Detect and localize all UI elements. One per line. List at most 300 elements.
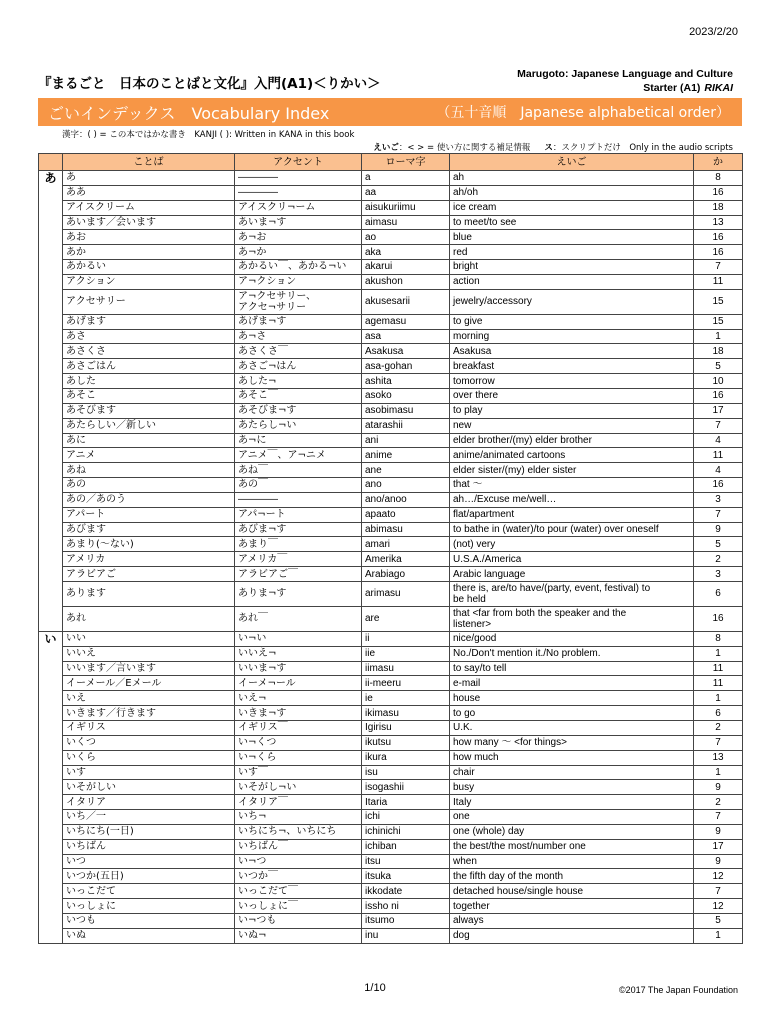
- lesson-text: 5: [715, 538, 721, 550]
- lesson-text: 13: [712, 216, 724, 228]
- romaji-cell: [362, 230, 450, 245]
- english-text: how many 〜 <for things>: [453, 737, 567, 749]
- english-text: to bathe in (water)/to pour (water) over oneself: [453, 523, 659, 535]
- accent-cell: [235, 478, 362, 493]
- accent-text: あね￣: [238, 464, 268, 476]
- english-cell: [450, 404, 694, 419]
- english-text: the best/the most/number one: [453, 841, 586, 853]
- section-cell: [39, 315, 63, 330]
- accent-cell: [235, 869, 362, 884]
- romaji-text: asa: [365, 331, 382, 343]
- lesson-text: 6: [715, 707, 721, 719]
- word-text: アイスクリーム: [66, 202, 135, 214]
- romaji-cell: [362, 810, 450, 825]
- english-text: chair: [453, 766, 475, 778]
- english-cell: [450, 508, 694, 523]
- accent-text: あまり￣: [238, 538, 278, 550]
- accent-text: イタリア￣: [238, 796, 288, 808]
- accent-cell: [235, 245, 362, 260]
- lesson-cell: [694, 929, 743, 944]
- lesson-cell: [694, 780, 743, 795]
- lesson-cell: [694, 914, 743, 929]
- section-cell: [39, 245, 63, 260]
- table-row: [39, 230, 743, 245]
- lesson-cell: [694, 434, 743, 449]
- lesson-text: 4: [715, 434, 721, 446]
- accent-text: イギリス￣: [238, 722, 288, 734]
- table-row: [39, 736, 743, 751]
- lesson-text: 6: [715, 588, 721, 600]
- word-cell: [63, 795, 235, 810]
- section-cell: [39, 330, 63, 345]
- lesson-text: 1: [715, 692, 721, 704]
- romaji-cell: [362, 463, 450, 478]
- english-cell: [450, 201, 694, 216]
- word-text: アニメ: [66, 449, 96, 461]
- accent-text: アメリカ￣: [238, 553, 288, 565]
- lesson-text: 2: [715, 722, 721, 734]
- column-header-section: [39, 154, 63, 171]
- english-cell: [450, 374, 694, 389]
- section-cell: [39, 929, 63, 944]
- table-row: [39, 929, 743, 944]
- accent-cell: [235, 766, 362, 781]
- table-header-row: [39, 154, 743, 171]
- section-cell: [39, 448, 63, 463]
- romaji-text: itsu: [365, 856, 381, 868]
- english-text: the fifth day of the month: [453, 870, 564, 882]
- table-row: [39, 869, 743, 884]
- word-text: アパート: [66, 509, 106, 521]
- romaji-text: aimasu: [365, 216, 398, 228]
- romaji-text: akarui: [365, 261, 393, 273]
- table-row: [39, 463, 743, 478]
- banner-title: ごいインデックス Vocabulary Index: [48, 103, 330, 123]
- lesson-cell: [694, 751, 743, 766]
- lesson-cell: [694, 230, 743, 245]
- romaji-cell: [362, 523, 450, 538]
- lesson-cell: [694, 478, 743, 493]
- accent-text: いす￣: [238, 766, 268, 778]
- word-text: あした: [66, 375, 96, 387]
- romaji-cell: [362, 706, 450, 721]
- accent-cell: [235, 523, 362, 538]
- accent-text: いいま¬す: [238, 663, 287, 675]
- section-cell: [39, 186, 63, 201]
- romaji-text: atarashii: [365, 420, 403, 432]
- english-legend-label: えいご: [373, 143, 399, 153]
- accent-cell: [235, 736, 362, 751]
- english-cell: [450, 840, 694, 855]
- accent-text: ア¬クション: [238, 276, 297, 288]
- word-text: いえ: [66, 692, 86, 704]
- english-text: ice cream: [453, 202, 497, 214]
- vocabulary-table: [38, 153, 743, 944]
- english-cell: [450, 216, 694, 231]
- romaji-cell: [362, 899, 450, 914]
- word-text: あげます: [66, 316, 106, 328]
- english-text: morning: [453, 331, 490, 343]
- romaji-text: akusesarii: [365, 296, 411, 308]
- lesson-cell: [694, 315, 743, 330]
- romaji-text: ashita: [365, 375, 392, 387]
- word-text: いいえ: [66, 648, 96, 660]
- word-text: あね: [66, 464, 86, 476]
- lesson-text: 8: [715, 633, 721, 645]
- romaji-cell: [362, 676, 450, 691]
- lesson-cell: [694, 374, 743, 389]
- lesson-cell: [694, 899, 743, 914]
- accent-text: あそびま¬す: [238, 405, 297, 417]
- lesson-cell: [694, 825, 743, 840]
- accent-cell: [235, 463, 362, 478]
- lesson-cell: [694, 330, 743, 345]
- word-cell: [63, 914, 235, 929]
- lesson-cell: [694, 493, 743, 508]
- word-cell: [63, 478, 235, 493]
- accent-text: いちばん￣: [238, 841, 288, 853]
- romaji-text: iie: [365, 648, 376, 660]
- accent-cell: [235, 419, 362, 434]
- english-cell: [450, 315, 694, 330]
- english-text: elder brother/(my) elder brother: [453, 434, 592, 446]
- accent-cell: [235, 171, 362, 186]
- section-cell: [39, 780, 63, 795]
- english-text: that <far from both the speaker and the listener>: [453, 607, 627, 630]
- romaji-text: ano: [365, 479, 382, 491]
- lesson-cell: [694, 567, 743, 582]
- lesson-cell: [694, 582, 743, 607]
- romaji-text: aa: [365, 187, 377, 199]
- table-row: [39, 419, 743, 434]
- lesson-cell: [694, 523, 743, 538]
- romaji-text: ikimasu: [365, 707, 399, 719]
- english-cell: [450, 810, 694, 825]
- word-cell: [63, 404, 235, 419]
- table-row: [39, 825, 743, 840]
- column-header-romaji: ローマ字: [362, 154, 450, 171]
- accent-cell: [235, 508, 362, 523]
- word-text: あか: [66, 246, 86, 258]
- accent-cell: [235, 216, 362, 231]
- romaji-cell: [362, 780, 450, 795]
- romaji-cell: [362, 721, 450, 736]
- section-cell: [39, 899, 63, 914]
- table-row: [39, 582, 743, 607]
- english-text: to say/to tell: [453, 663, 507, 675]
- english-cell: [450, 478, 694, 493]
- english-cell: [450, 186, 694, 201]
- romaji-text: abimasu: [365, 523, 403, 535]
- english-cell: [450, 537, 694, 552]
- english-text: ah: [453, 172, 465, 184]
- word-cell: [63, 721, 235, 736]
- romaji-text: aisukuriimu: [365, 202, 416, 214]
- word-cell: [63, 216, 235, 231]
- accent-text: ア¬クセサリー、アクセ¬サリー: [238, 290, 316, 313]
- romaji-text: Amerika: [365, 553, 402, 565]
- table-row: [39, 662, 743, 677]
- english-text: U.K.: [453, 722, 473, 734]
- english-text: e-mail: [453, 677, 481, 689]
- lesson-cell: [694, 463, 743, 478]
- accent-text: アラビアご￣: [238, 568, 298, 580]
- accent-text: アニメ￣、ア¬ニメ: [238, 449, 326, 461]
- english-text: Italy: [453, 796, 472, 808]
- word-cell: [63, 463, 235, 478]
- english-cell: [450, 493, 694, 508]
- word-cell: [63, 855, 235, 870]
- accent-text: あ¬に: [238, 434, 267, 446]
- table-row: [39, 389, 743, 404]
- word-text: イタリア: [66, 796, 106, 808]
- word-text: あいます／会います: [66, 216, 156, 228]
- word-cell: [63, 389, 235, 404]
- lesson-text: 7: [715, 261, 721, 273]
- section-kana: い: [39, 632, 63, 647]
- lesson-text: 1: [715, 331, 721, 343]
- romaji-text: Arabiago: [365, 568, 406, 580]
- accent-cell: [235, 840, 362, 855]
- document-date: 2023/2/20: [689, 26, 738, 38]
- english-text: flat/apartment: [453, 509, 515, 521]
- accent-cell: [235, 632, 362, 647]
- lesson-text: 5: [715, 360, 721, 372]
- romaji-text: ikkodate: [365, 885, 403, 897]
- english-cell: [450, 825, 694, 840]
- romaji-cell: [362, 647, 450, 662]
- english-text: (not) very: [453, 538, 496, 550]
- word-text: いつか(五日): [66, 870, 124, 882]
- accent-cell: [235, 691, 362, 706]
- lesson-text: 7: [715, 737, 721, 749]
- accent-cell: [235, 810, 362, 825]
- english-text: house: [453, 692, 481, 704]
- word-cell: [63, 537, 235, 552]
- section-cell: [39, 855, 63, 870]
- accent-text: ――――: [238, 187, 278, 199]
- romaji-cell: [362, 884, 450, 899]
- romaji-text: ii: [365, 633, 370, 645]
- english-text: tomorrow: [453, 375, 495, 387]
- accent-text: あさくさ￣: [238, 345, 288, 357]
- word-text: あそこ: [66, 390, 96, 402]
- lesson-cell: [694, 691, 743, 706]
- lesson-cell: [694, 359, 743, 374]
- table-row: [39, 766, 743, 781]
- accent-cell: [235, 607, 362, 632]
- accent-cell: [235, 448, 362, 463]
- romaji-text: aka: [365, 246, 382, 258]
- table-row: [39, 359, 743, 374]
- word-cell: [63, 359, 235, 374]
- section-cell: [39, 290, 63, 315]
- english-text: always: [453, 915, 484, 927]
- word-cell: [63, 493, 235, 508]
- english-cell: [450, 607, 694, 632]
- table-row: [39, 374, 743, 389]
- table-row: [39, 810, 743, 825]
- english-text: blue: [453, 231, 472, 243]
- kanji-legend: 漢字：( ) = この本ではかな書き KANJI ( ): Written in KANA in this book: [62, 130, 355, 140]
- accent-text: あそこ￣: [238, 390, 278, 402]
- word-text: いちにち(一日): [66, 826, 134, 838]
- accent-cell: [235, 404, 362, 419]
- romaji-text: arimasu: [365, 588, 401, 600]
- lesson-text: 11: [712, 677, 724, 689]
- table-row: [39, 751, 743, 766]
- section-cell: [39, 751, 63, 766]
- accent-cell: [235, 230, 362, 245]
- lesson-text: 3: [715, 568, 721, 580]
- accent-text: いぬ¬: [238, 930, 267, 942]
- english-cell: [450, 676, 694, 691]
- word-cell: [63, 736, 235, 751]
- english-text: ah/oh: [453, 187, 479, 199]
- accent-text: い¬くつ: [238, 737, 277, 749]
- english-cell: [450, 899, 694, 914]
- word-cell: [63, 448, 235, 463]
- word-text: あさ: [66, 331, 86, 343]
- word-cell: [63, 186, 235, 201]
- romaji-cell: [362, 344, 450, 359]
- section-cell: [39, 662, 63, 677]
- section-cell: [39, 260, 63, 275]
- word-text: ああ: [66, 187, 86, 199]
- accent-cell: [235, 706, 362, 721]
- level-label: Starter (A1): [643, 82, 701, 94]
- lesson-cell: [694, 607, 743, 632]
- table-row: [39, 344, 743, 359]
- word-cell: [63, 260, 235, 275]
- lesson-text: 1: [715, 930, 721, 942]
- section-cell: [39, 676, 63, 691]
- english-text: nice/good: [453, 633, 497, 645]
- lesson-cell: [694, 736, 743, 751]
- english-cell: [450, 552, 694, 567]
- section-cell: [39, 463, 63, 478]
- accent-cell: [235, 344, 362, 359]
- english-cell: [450, 260, 694, 275]
- column-header-accent: アクセント: [235, 154, 362, 171]
- romaji-cell: [362, 869, 450, 884]
- section-cell: [39, 810, 63, 825]
- section-cell: [39, 825, 63, 840]
- english-cell: [450, 869, 694, 884]
- romaji-text: ano/anoo: [365, 494, 407, 506]
- accent-text: イーメ¬ール: [238, 677, 296, 689]
- word-text: イギリス: [66, 722, 106, 734]
- section-cell: [39, 567, 63, 582]
- accent-cell: [235, 676, 362, 691]
- accent-text: いつか￣: [238, 870, 278, 882]
- table-row: [39, 171, 743, 186]
- english-cell: [450, 795, 694, 810]
- section-cell: [39, 404, 63, 419]
- romaji-text: anime: [365, 449, 393, 461]
- lesson-text: 2: [715, 553, 721, 565]
- romaji-text: ie: [365, 692, 373, 704]
- lesson-cell: [694, 216, 743, 231]
- english-text: when: [453, 856, 477, 868]
- section-cell: [39, 647, 63, 662]
- table-row: [39, 330, 743, 345]
- accent-cell: [235, 537, 362, 552]
- column-header-english: えいご: [450, 154, 694, 171]
- lesson-text: 12: [712, 870, 724, 882]
- accent-text: いそがし¬い: [238, 781, 297, 793]
- page-number: 1/10: [364, 982, 386, 994]
- english-text: action: [453, 276, 480, 288]
- table-row: [39, 493, 743, 508]
- table-row: [39, 914, 743, 929]
- table-row: [39, 260, 743, 275]
- table-row: [39, 315, 743, 330]
- table-row: [39, 607, 743, 632]
- romaji-text: asa-gohan: [365, 360, 413, 372]
- book-name: RIKAI: [704, 82, 733, 94]
- word-text: あびます: [66, 523, 106, 535]
- english-cell: [450, 230, 694, 245]
- lesson-text: 7: [715, 420, 721, 432]
- word-text: あります: [66, 588, 106, 600]
- romaji-cell: [362, 186, 450, 201]
- word-text: アメリカ: [66, 553, 106, 565]
- romaji-cell: [362, 840, 450, 855]
- accent-text: あいま¬す: [238, 216, 287, 228]
- table-row: [39, 899, 743, 914]
- word-cell: [63, 632, 235, 647]
- romaji-text: are: [365, 613, 380, 625]
- accent-cell: [235, 780, 362, 795]
- lesson-text: 16: [712, 187, 724, 199]
- romaji-text: asoko: [365, 390, 392, 402]
- romaji-cell: [362, 290, 450, 315]
- lesson-cell: [694, 171, 743, 186]
- accent-cell: [235, 186, 362, 201]
- english-cell: [450, 330, 694, 345]
- word-text: あさごはん: [66, 360, 116, 372]
- english-text: U.S.A./America: [453, 553, 522, 565]
- table-row: [39, 721, 743, 736]
- accent-cell: [235, 825, 362, 840]
- english-text: Asakusa: [453, 345, 492, 357]
- english-text: that 〜: [453, 479, 483, 491]
- accent-cell: [235, 260, 362, 275]
- romaji-text: ichiban: [365, 841, 397, 853]
- column-header-word: ことば: [63, 154, 235, 171]
- accent-cell: [235, 662, 362, 677]
- lesson-text: 16: [712, 613, 724, 625]
- accent-cell: [235, 899, 362, 914]
- romaji-cell: [362, 691, 450, 706]
- lesson-cell: [694, 795, 743, 810]
- lesson-cell: [694, 508, 743, 523]
- word-cell: [63, 330, 235, 345]
- lesson-text: 7: [715, 885, 721, 897]
- word-text: いち／一: [66, 811, 106, 823]
- section-cell: [39, 201, 63, 216]
- english-text: to give: [453, 316, 483, 328]
- word-cell: [63, 840, 235, 855]
- english-text: to play: [453, 405, 483, 417]
- table-row: [39, 706, 743, 721]
- word-cell: [63, 171, 235, 186]
- romaji-cell: [362, 275, 450, 290]
- romaji-text: itsumo: [365, 915, 395, 927]
- accent-text: あたらし¬い: [238, 420, 297, 432]
- word-text: あそびます: [66, 405, 116, 417]
